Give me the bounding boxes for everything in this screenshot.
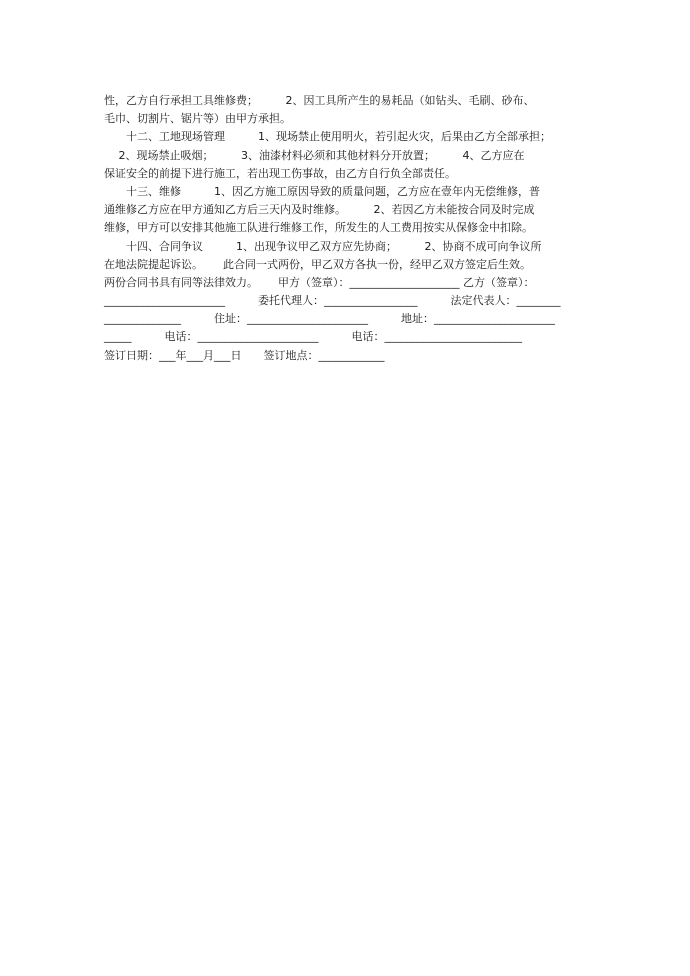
text-line: 维修，甲方可以安排其他施工队进行维修工作，所发生的人工费用按实从保修金中扣除。 (104, 221, 533, 235)
text-line: 性，乙方自行承担工具维修费； 2、因工具所产生的易耗品（如钻头、毛刷、砂布、 (104, 94, 535, 107)
signature-line: ______________________ 委托代理人：_________________ 法定代表人：________ (104, 294, 561, 308)
text-line: 十二、工地现场管理 1、现场禁止使用明火，若引起火灾，后果由乙方全部承担； (104, 130, 551, 144)
signing-date-line: 签订日期：___年___月___日 签订地点：____________ (104, 348, 385, 362)
text-line: 两份合同书具有同等法律效力。 甲方（签章）：____________________ 乙方（签章）： (104, 275, 535, 289)
text-line: 十四、合同争议 1、出现争议甲乙双方应先协商； 2、协商不成可向争议所 (104, 239, 542, 253)
contract-page (104, 92, 596, 365)
text-line: 2、现场禁止吸烟； 3、油漆材料必须和其他材料分开放置； 4、乙方应在 (104, 148, 525, 162)
text-line: 通维修乙方应在甲方通知乙方后三天内及时维修。 2、若因乙方未能按合同及时完成 (104, 203, 535, 217)
signature-line: ______________ 住址：______________________ 地址：______________________ (104, 312, 555, 326)
text-line: 保证安全的前提下进行施工，若出现工伤事故，由乙方自行负全部责任。 (104, 166, 456, 180)
signature-line: _____ 电话：______________________ 电话：_________________________ (104, 330, 522, 344)
text-line: 十三、维修 1、因乙方施工原因导致的质量问题，乙方应在壹年内无偿维修，普 (104, 184, 540, 198)
text-line: 毛巾、切割片、锯片等）由甲方承担。 (104, 112, 291, 126)
text-line: 在地法院提起诉讼。 此合同一式两份，甲乙双方各执一份，经甲乙双方签定后生效。 (104, 257, 531, 271)
